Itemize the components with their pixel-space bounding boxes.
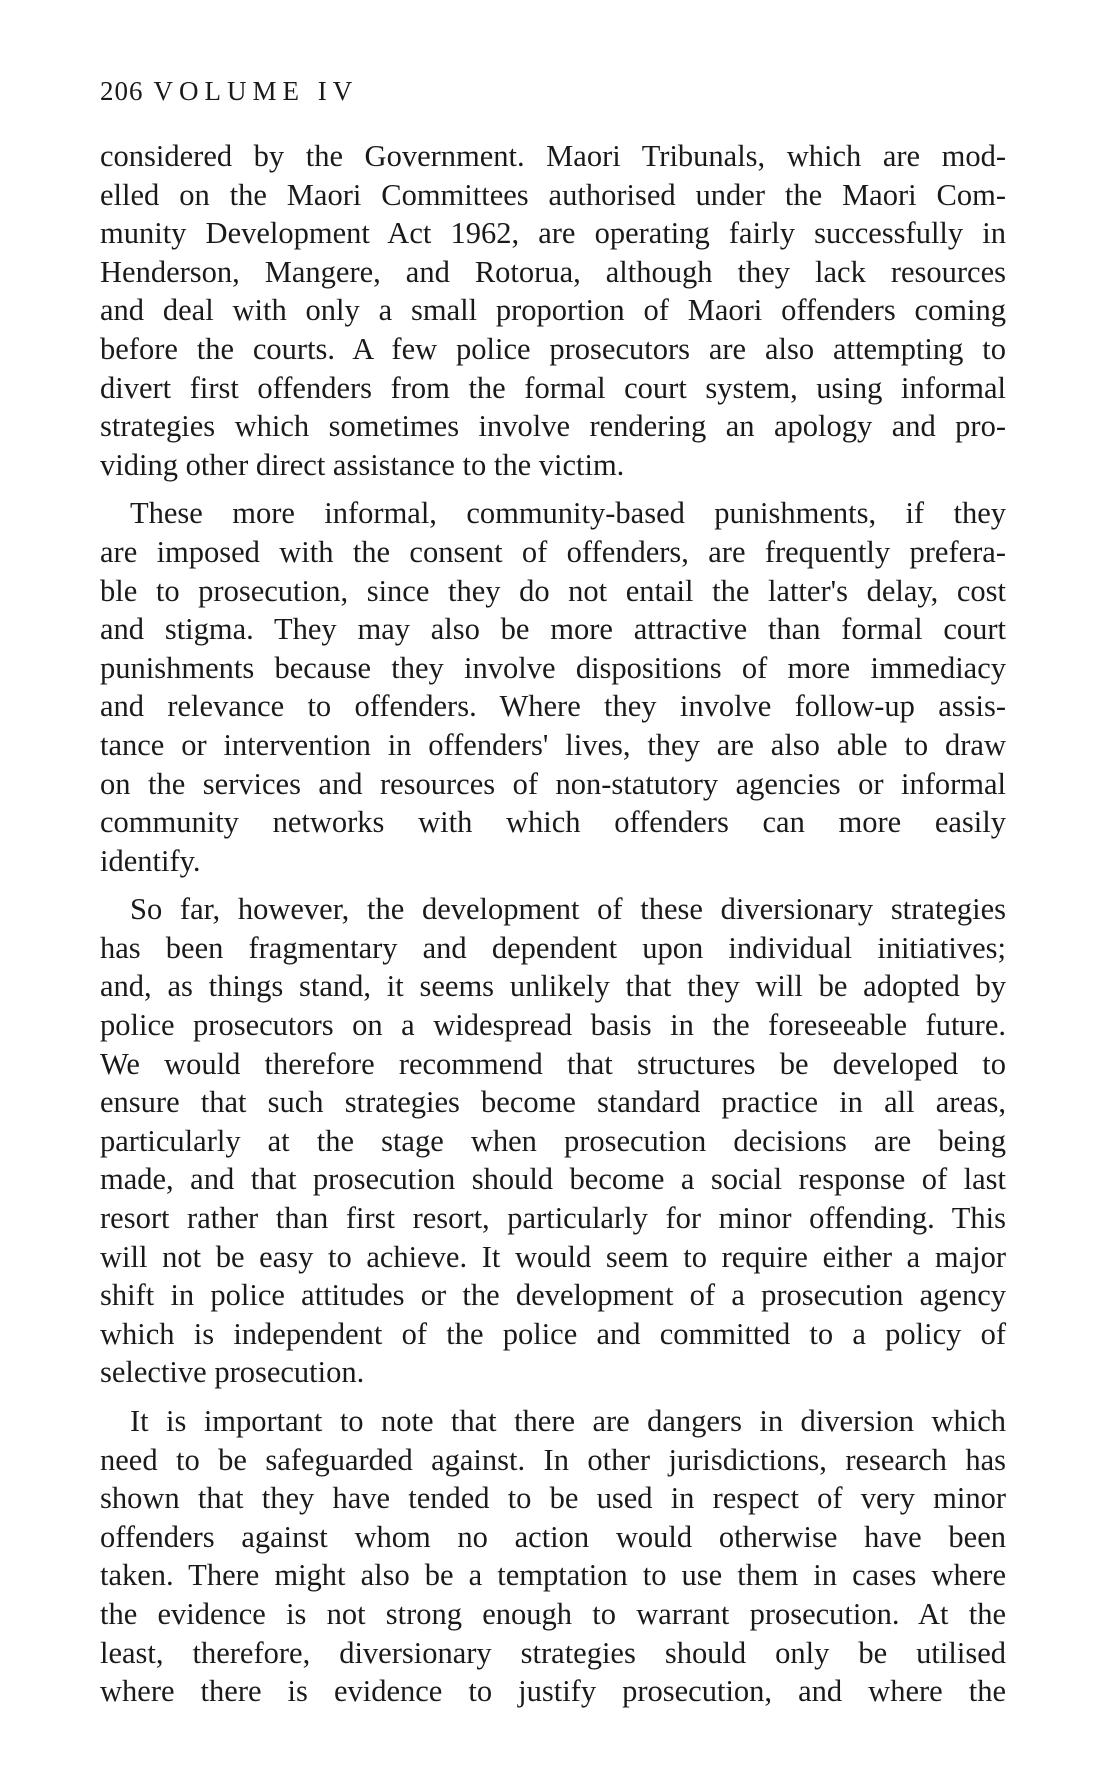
text-line: where there is evidence to justify prosecution, and where the: [100, 1674, 1006, 1709]
text-line: strategies which sometimes involve rendering an apology and pro-: [100, 409, 1006, 444]
text-line: made, and that prosecution should become a social response of last: [100, 1162, 1006, 1197]
text-line: These more informal, community-based punishments, if they: [130, 496, 1006, 531]
text-line: Henderson, Mangere, and Rotorua, although they lack resources: [100, 254, 1006, 289]
text-line: taken. There might also be a temptation to use them in cases where: [100, 1558, 1006, 1593]
text-line: need to be safeguarded against. In other jurisdictions, research has: [100, 1442, 1006, 1477]
text-line: So far, however, the development of these diversionary strategies: [130, 892, 1006, 927]
text-line: the evidence is not strong enough to warrant prosecution. At the: [100, 1596, 1006, 1631]
text-line: will not be easy to achieve. It would seem to require either a major: [100, 1239, 1006, 1274]
text-line: resort rather than first resort, particularly for minor offending. This: [100, 1201, 1006, 1236]
text-line: viding other direct assistance to the victim.: [100, 447, 625, 482]
text-line: and stigma. They may also be more attractive than formal court: [100, 612, 1006, 647]
text-line: community networks with which offenders can more easily: [100, 805, 1006, 840]
volume-label: VOLUME IV: [153, 76, 359, 106]
paragraph: [100, 494, 1006, 880]
body-text: [100, 137, 1006, 1721]
page-number: 206: [100, 76, 144, 106]
text-line: particularly at the stage when prosecution decisions are being: [100, 1123, 1006, 1158]
text-line: munity Development Act 1962, are operating fairly successfully in: [100, 216, 1006, 251]
text-line: shown that they have tended to be used in respect of very minor: [100, 1481, 1006, 1516]
paragraph: [100, 890, 1006, 1392]
text-line: tance or intervention in offenders' lives, they are also able to draw: [100, 727, 1006, 762]
text-line: It is important to note that there are dangers in diversion which: [130, 1404, 1006, 1438]
paragraph: [100, 137, 1006, 484]
text-line: considered by the Government. Maori Tribunals, which are mod-: [100, 139, 1006, 173]
text-line: and, as things stand, it seems unlikely that they will be adopted by: [100, 969, 1006, 1004]
text-line: and deal with only a small proportion of Maori offenders coming: [100, 293, 1006, 328]
text-line: on the services and resources of non-statutory agencies or informal: [100, 766, 1006, 801]
text-line: which is independent of the police and committed to a policy of: [100, 1316, 1006, 1351]
text-line: has been fragmentary and dependent upon individual initiatives;: [100, 930, 1006, 965]
running-head: [100, 78, 358, 105]
text-line: police prosecutors on a widespread basis in the foreseeable future.: [100, 1008, 1006, 1043]
text-line: shift in police attitudes or the development of a prosecution agency: [100, 1278, 1006, 1313]
text-line: least, therefore, diversionary strategies should only be utilised: [100, 1635, 1006, 1670]
text-line: ensure that such strategies become standard practice in all areas,: [100, 1085, 1006, 1120]
paragraph: [100, 1402, 1006, 1711]
text-line: before the courts. A few police prosecutors are also attempting to: [100, 331, 1006, 366]
text-line: punishments because they involve dispositions of more immediacy: [100, 650, 1006, 685]
text-line: identify.: [100, 843, 201, 878]
text-line: We would therefore recommend that structures be developed to: [100, 1046, 1006, 1081]
text-line: selective prosecution.: [100, 1355, 365, 1390]
text-line: and relevance to offenders. Where they involve follow-up assis-: [100, 689, 1006, 724]
text-line: ble to prosecution, since they do not entail the latter's delay, cost: [100, 573, 1006, 608]
text-line: divert first offenders from the formal court system, using informal: [100, 370, 1006, 405]
text-line: elled on the Maori Committees authorised under the Maori Com-: [100, 177, 1006, 212]
text-line: offenders against whom no action would otherwise have been: [100, 1519, 1006, 1554]
text-line: are imposed with the consent of offenders, are frequently prefera-: [100, 534, 1006, 569]
